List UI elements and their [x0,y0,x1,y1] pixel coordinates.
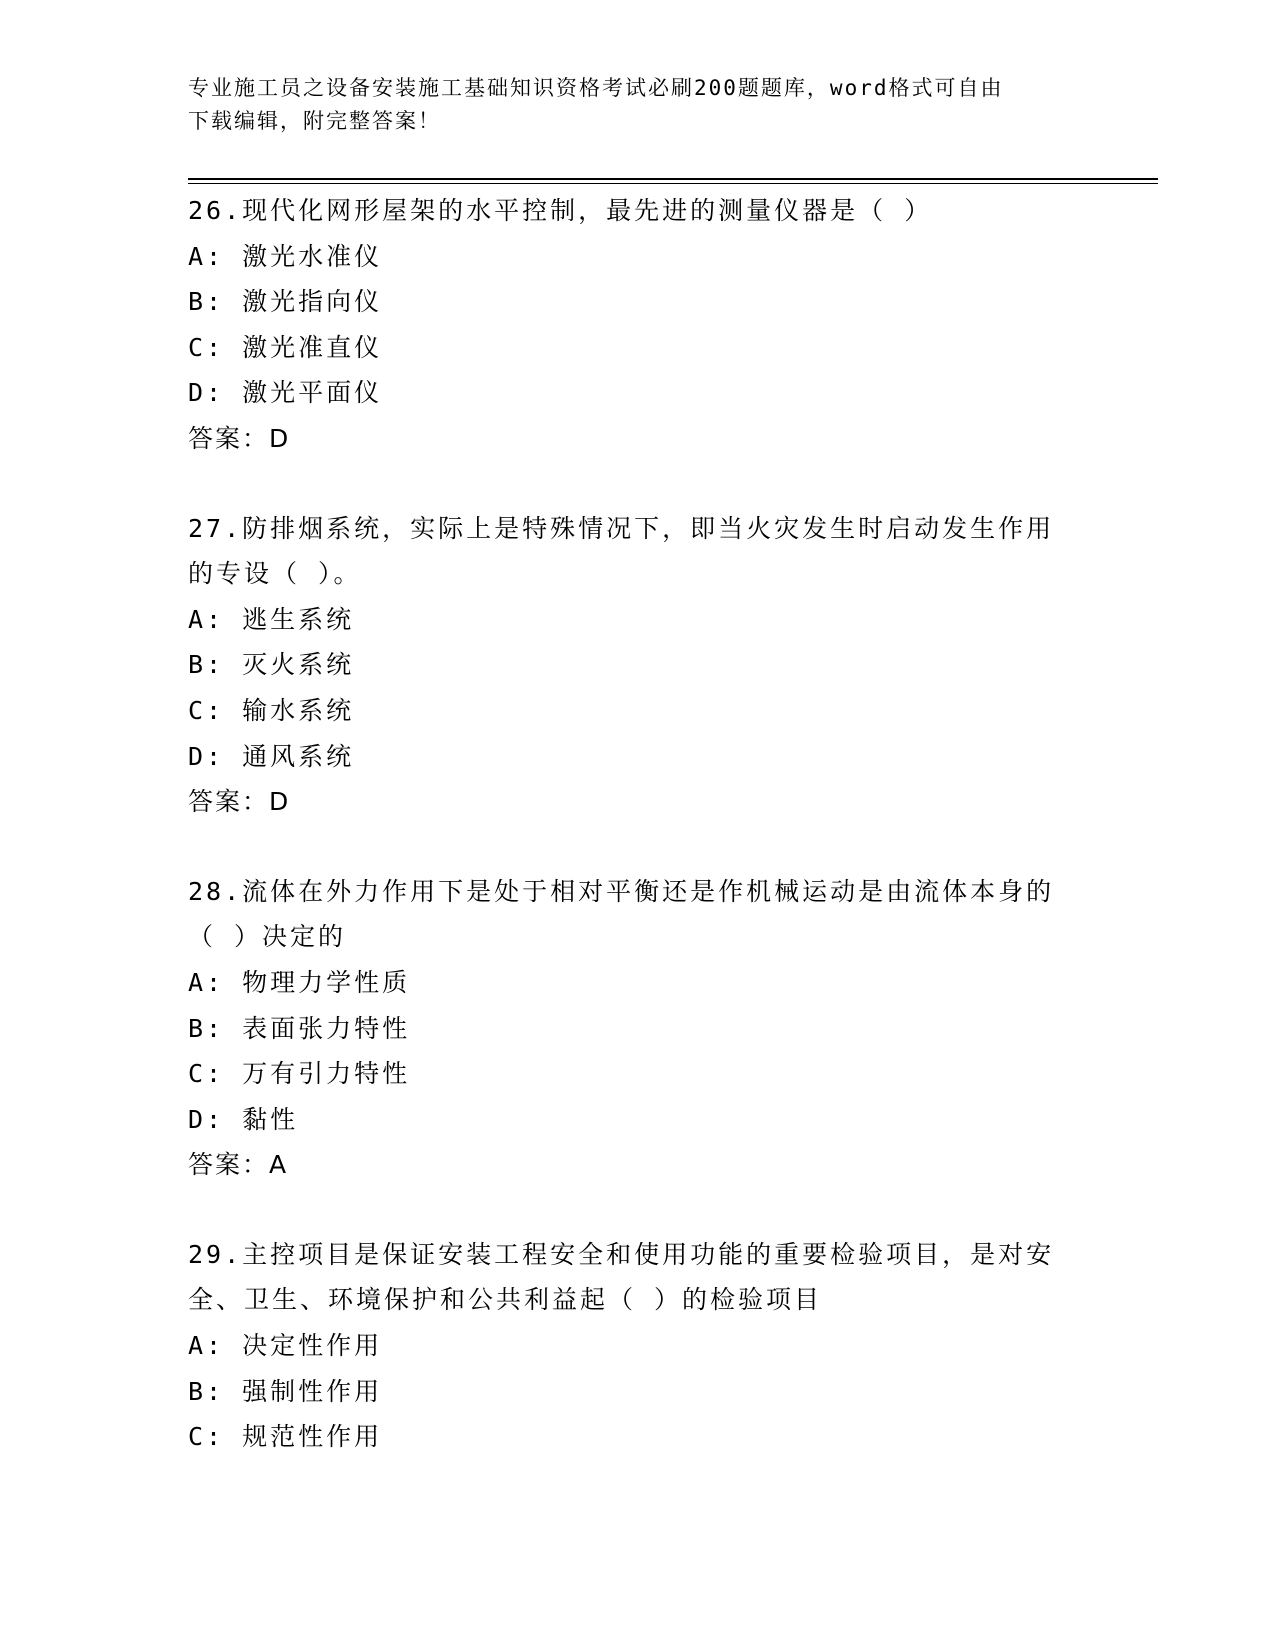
answer: 答案：D [188,423,291,453]
question-text: 28.流体在外力作用下是处于相对平衡还是作机械运动是由流体本身的 [188,876,1055,906]
option-b: B: 灭火系统 [188,650,355,680]
header-divider-thin [188,183,1158,184]
option-b: B: 强制性作用 [188,1376,383,1406]
header-line-1: 专业施工员之设备安装施工基础知识资格考试必刷200题题库，word格式可自由 [188,76,1004,100]
question-26 [188,188,1088,462]
option-c: C: 规范性作用 [188,1422,383,1452]
question-text: 27.防排烟系统，实际上是特殊情况下，即当火灾发生时启动发生作用 [188,513,1055,543]
option-b: B: 激光指向仪 [188,287,383,317]
question-28 [188,869,1088,1188]
question-list [188,188,1088,1504]
option-c: C: 输水系统 [188,695,355,725]
option-a: A: 激光水准仪 [188,241,383,271]
option-a: A: 决定性作用 [188,1331,383,1361]
answer: 答案：D [188,787,291,817]
question-text-cont: 全、卫生、环境保护和公共利益起（ ）的检验项目 [188,1285,823,1315]
option-a: A: 逃生系统 [188,604,355,634]
option-d: D: 通风系统 [188,741,355,771]
option-a: A: 物理力学性质 [188,967,411,997]
header-line-2: 下载编辑，附完整答案！ [188,109,441,133]
answer: 答案：A [188,1150,289,1180]
question-text: 29.主控项目是保证安装工程安全和使用功能的重要检验项目，是对安 [188,1239,1055,1269]
question-29 [188,1232,1088,1460]
option-c: C: 激光准直仪 [188,332,383,362]
question-text: 26.现代化网形屋架的水平控制，最先进的测量仪器是（ ） [188,196,933,225]
question-text-cont: （ ）决定的 [188,922,347,952]
option-c: C: 万有引力特性 [188,1059,411,1089]
option-d: D: 黏性 [188,1104,299,1134]
option-b: B: 表面张力特性 [188,1013,411,1043]
header-divider-thick [188,178,1158,180]
question-text-cont: 的专设（ ）。 [188,559,362,589]
document-header [188,72,1088,138]
option-d: D: 激光平面仪 [188,378,383,408]
question-27 [188,506,1088,825]
